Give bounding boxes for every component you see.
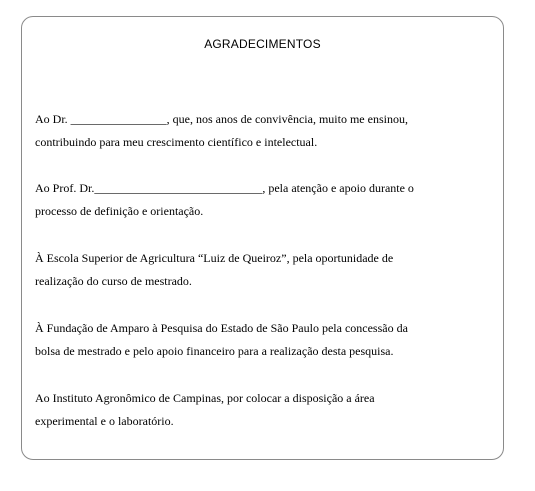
paragraph-line: À Fundação de Amparo à Pesquisa do Estado de São Paulo pela concessão da bbox=[35, 321, 408, 335]
paragraph-line: processo de definição e orientação. bbox=[35, 204, 204, 218]
paragraph-professor bbox=[35, 177, 495, 223]
paragraph-line: Ao Instituto Agronômico de Campinas, por colocar a disposição a área bbox=[35, 391, 375, 405]
paragraph-line: experimental e o laboratório. bbox=[35, 414, 174, 428]
paragraph-institute bbox=[35, 387, 495, 433]
paragraph-line: contribuindo para meu crescimento científico e intelectual. bbox=[35, 135, 318, 149]
paragraph-line: realização do curso de mestrado. bbox=[35, 274, 192, 288]
page-title: AGRADECIMENTOS bbox=[204, 37, 321, 51]
paragraph-line: bolsa de mestrado e pelo apoio financeiro para a realização desta pesquisa. bbox=[35, 344, 394, 358]
paragraph-advisor bbox=[35, 108, 495, 154]
paragraph-line: Ao Prof. Dr.____________________________, pela atenção e apoio durante o bbox=[35, 181, 414, 195]
acknowledgements-card bbox=[21, 16, 504, 460]
paragraph-school bbox=[35, 247, 495, 293]
paragraph-foundation bbox=[35, 317, 495, 363]
paragraph-line: À Escola Superior de Agricultura “Luiz de Queiroz”, pela oportunidade de bbox=[35, 251, 394, 265]
paragraph-line: Ao Dr. ________________, que, nos anos de convivência, muito me ensinou, bbox=[35, 112, 408, 126]
